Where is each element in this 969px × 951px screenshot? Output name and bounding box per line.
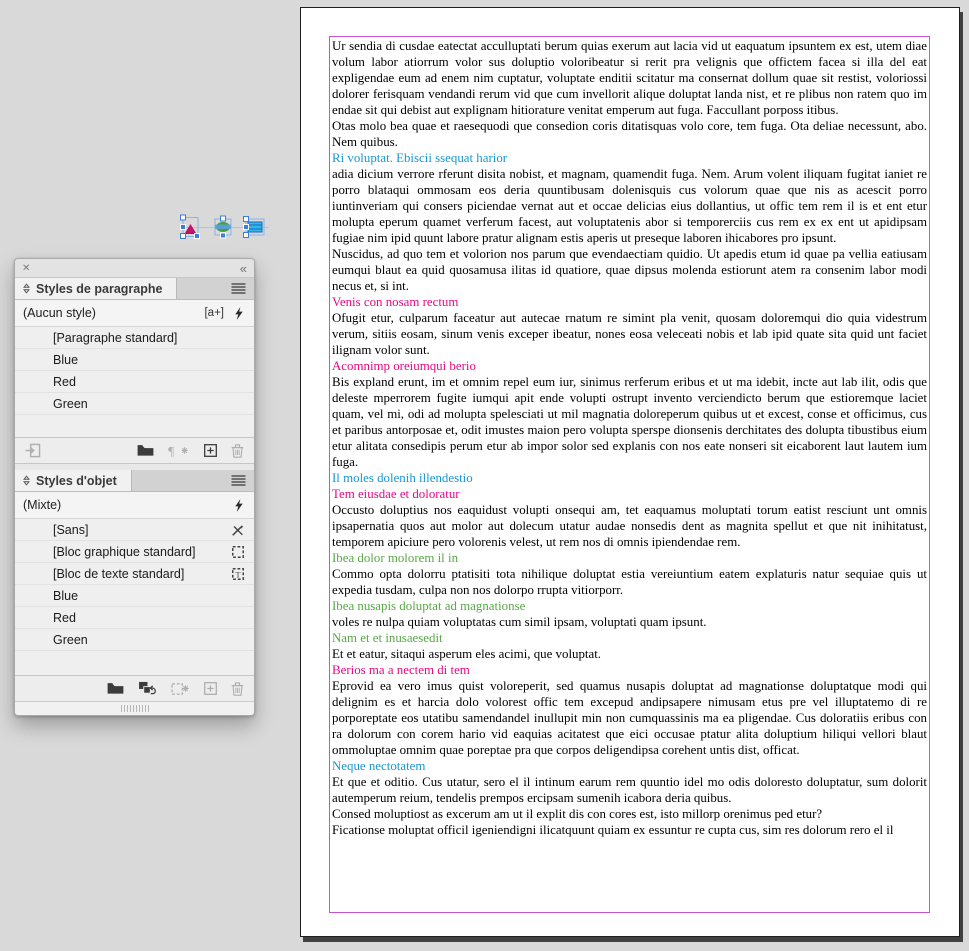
object-style-row[interactable] <box>15 629 254 651</box>
paragraph[interactable]: Tem eiusdae et doloratur <box>332 487 460 501</box>
styles-panel-group <box>14 258 255 716</box>
style-name: Green <box>53 396 88 411</box>
selected-object-ellipse <box>215 216 231 238</box>
paragraph[interactable]: Ri voluptat. Ebiscii ssequat harior <box>332 151 508 165</box>
style-name: Red <box>53 610 76 625</box>
lightning-icon <box>234 499 244 512</box>
paragraph[interactable]: Il moles dolenih illendestio <box>332 471 473 485</box>
new-style-group-icon[interactable] <box>107 682 124 695</box>
collapse-panel-icon[interactable]: « <box>239 260 247 276</box>
paragraph[interactable]: Occusto doluptius nos eaquidust volupti onsequi am, tet eaquamus moluptati torum eatist resciunt unt omnis ipsapernatia quos aut molor aut dolecum utatur audae nonsedis dent as magnita spellut et que nit inihitatust, temporem apiciure pero volorenis velest, ut rem nos di omnis ipiendendae rem. <box>332 503 927 549</box>
style-name: Green <box>53 632 88 647</box>
applied-object-style-name: (Mixte) <box>23 498 62 512</box>
delete-style-icon[interactable] <box>231 443 244 458</box>
style-name: [Paragraphe standard] <box>53 330 178 345</box>
panel-footer <box>15 701 254 715</box>
close-icon[interactable]: ✕ <box>22 262 31 274</box>
object-style-row[interactable] <box>15 541 254 563</box>
object-style-row[interactable] <box>15 563 254 585</box>
panel-divider <box>15 463 254 470</box>
paragraph-style-row[interactable] <box>15 327 254 349</box>
panel-header <box>15 259 254 278</box>
style-name: Red <box>53 374 76 389</box>
paragraph[interactable]: Ofugit etur, culparum faceatur aut autecae rnatum re simint pla venit, quosam doloremqui dio quia videstrum verum, sitiis eosam, sinum venis exceper ibeatur, nones eosa veleceati nobis et lab ipid quate sita quid unt faciet ilignam volor sunt. <box>332 311 927 357</box>
style-name: [Sans] <box>53 522 89 537</box>
paragraph-style-row[interactable] <box>15 371 254 393</box>
style-override-icon: [a+] <box>204 307 224 319</box>
paragraph[interactable]: Et et eatur, sitaqui asperum eles acimi, que voluptat. <box>332 647 602 661</box>
paragraph[interactable]: adia dicium verrore rferunt disita nobist, et magnam, quamendit fuga. Nem. Arum volent iliquam fugitat ianiet re porro blataqui ommosam eos deria quuntibusam dolenisquis cus volorum quae que nis as acescit porro iuntinveriam qui consers piciendae vernat aut et occae delicias eius dollantius, ut offic tem rem il is et ent etur molupta eperum quamet verferum facest, aut voluptatenis abor si temporerciis cus rem ex ex ent ut apidipsam fugiae nim ipid quunt labore pratur alignam estis aperis ut preseque laboren ihicabores pro ipsunt. <box>332 167 927 245</box>
graphic-frame-icon <box>231 545 245 559</box>
paragraph[interactable]: Commo opta dolorru ptatisiti tota nihilique doluptat estia vereiuntium eatem explaturis natur sequiae quis ut expedia tusdam, culpa non nos dolorpo rrupta vitiorporr. <box>332 567 927 597</box>
object-styles-panel-title: Styles d'objet <box>36 473 117 488</box>
style-name: Blue <box>53 588 79 603</box>
paragraph-styles-panel-title: Styles de paragraphe <box>36 281 163 296</box>
text-frame[interactable] <box>329 36 930 913</box>
paragraph[interactable]: Ibea dolor molorem il in <box>332 551 459 565</box>
create-new-style-icon[interactable] <box>204 444 217 457</box>
paragraph[interactable]: Acomnimp oreiumqui berio <box>332 359 476 373</box>
resize-grip[interactable] <box>121 705 149 712</box>
paragraph-style-row[interactable] <box>15 393 254 415</box>
selected-object-rectangle <box>244 217 265 238</box>
selected-pasteboard-objects[interactable] <box>178 212 270 242</box>
paragraph[interactable]: Venis con nosam rectum <box>332 295 459 309</box>
paragraph[interactable]: Nuscidus, ad quo tem et volorion nos parum que evendaectiam quidio. Ut apedis etum id quae pa vellia eatiusam eumqui blaut ea quid quosamusa ilitas id quatiore, quae dipsus molenda estiorunt atem ra consenim labor modi necus et, si int. <box>332 247 927 293</box>
paragraph-style-list <box>15 327 254 437</box>
applied-paragraph-style-name: (Aucun style) <box>23 306 96 320</box>
paragraph-style-row[interactable] <box>15 349 254 371</box>
clear-paragraph-overrides-icon[interactable] <box>168 444 190 458</box>
tab-paragraph-styles[interactable] <box>15 278 177 299</box>
delete-style-icon[interactable] <box>231 681 244 696</box>
svg-text:T: T <box>235 570 241 579</box>
create-new-style-icon[interactable] <box>204 682 217 695</box>
paragraph[interactable]: Neque nectotatem <box>332 759 426 773</box>
text-frame-icon <box>231 567 245 581</box>
paragraph-styles-tab-row <box>15 278 254 300</box>
paragraph[interactable]: Nam et et inusaesedit <box>332 631 443 645</box>
applied-object-style-row[interactable] <box>15 492 254 519</box>
paragraph[interactable]: Eprovid ea vero imus quist voloreperit, sed quamus nusapis doluptat ad magnationse doluptatque modi qui delignim es et harcia dolo volorest offic tem excepud andipsapere nimusam etus pre vel illuptatemo di re porporeptate eos utatibu samendandel inullupit min non cumquassinis ma ea pligendae. Cus doloratiis eribus con ra dolorum con corem hario vid eaquias acitatest que eici occusae ptatur alita doluptium hiliqui vellori blaut ommoluptae omnim quae poreptae pra que corpos deligendipsa corehent untis dist, officat. <box>332 679 927 757</box>
style-name: Blue <box>53 352 79 367</box>
document-page <box>300 7 960 937</box>
applied-paragraph-style-row[interactable] <box>15 300 254 327</box>
object-style-list <box>15 519 254 675</box>
clear-undefined-attributes-icon[interactable] <box>171 682 190 696</box>
paragraph[interactable]: Ibea nusapis doluptat ad magnationse <box>332 599 526 613</box>
none-style-icon <box>231 523 245 537</box>
paragraph[interactable]: Et que et oditio. Cus utatur, sero el il intinum earum rem quuntio idel mo odis doloresto doluptatur, sum dolorit autemperum reium, tendelis prempos ercipsam sumenih icabora deria quibus. <box>332 775 927 805</box>
panel-menu-icon[interactable] <box>231 470 246 491</box>
tab-object-styles[interactable] <box>15 470 132 491</box>
panel-menu-icon[interactable] <box>231 278 246 299</box>
tab-toggle-icon <box>23 475 30 486</box>
paragraph[interactable]: voles re nulpa quiam voluptatas cum simil ipsam, voluptati quam ipsunt. <box>332 615 707 629</box>
object-styles-tab-row <box>15 470 254 492</box>
style-name: [Bloc graphique standard] <box>53 544 196 559</box>
object-style-row[interactable] <box>15 585 254 607</box>
load-styles-icon[interactable] <box>25 443 41 458</box>
lightning-icon <box>234 307 244 320</box>
svg-text:¶: ¶ <box>168 443 175 458</box>
clear-object-overrides-icon[interactable] <box>138 681 157 696</box>
selected-object-triangle <box>181 215 200 239</box>
paragraph[interactable]: Berios ma a nectem di tem <box>332 663 470 677</box>
object-styles-toolbar <box>15 675 254 701</box>
object-style-row[interactable] <box>15 607 254 629</box>
tab-toggle-icon <box>23 283 30 294</box>
object-style-row[interactable] <box>15 519 254 541</box>
paragraph[interactable]: Ur sendia di cusdae eatectat acculluptati berum quias exerum aut lacia vid ut eaquatum ipsuntem ex est, utem diae volum labor atiorrum volor sus doluptio voloribeatur si rerit pra velignis que offictem facea si illa del eat expligendae eum ad enem nim cuptatur, voluptate enditii scitatur ma consernat dollum quae sit restist, voloriossi dolorer ferisquam vendandi rerum vid que cum invellorit alique doluptat landa nist, et re plibus non ratem quo im endae sit qui debist aut explignam hitiorature venitat emperum aut fuga. Faccullant porposs itibus. <box>332 39 927 117</box>
paragraph[interactable]: Ficationse moluptat officil igeniendigni ilicatquunt quiam ex essuntur re cupta cus, sim res dolorum rero el il <box>332 823 894 837</box>
paragraph[interactable]: Consed moluptiost as excerum am ut il explit dis con cores est, isto millorp orenimus ped etur? <box>332 807 823 821</box>
paragraph[interactable]: Otas molo bea quae et raesequodi que consedion coris ditatisquas volo core, tem fuga. Ota deliae necessunt, abo. Nem quibus. <box>332 119 927 149</box>
style-name: [Bloc de texte standard] <box>53 566 185 581</box>
paragraph[interactable]: Bis expland erunt, im et omnim repel eum iur, sinimus rerferum eribus et ut ma idebit, incte aut lab ilit, odis que deleste mperrorem fugite iumqui apit ende volupti ostrupt invento verciendicto berum que estioremque laciet quam, vel mi, odi ad molupta spelesciati ut mil magnatia doloreperum quibus ut et excest, conse et officimus, cus et paribus antorposae et, odit imustes maion pero volupta sperspe dionsenis derchitates des dolupta tibustibus eium etur alitata consedipis perum etur ab impor solor sed explanis con nos eate nonseri sit eicaborent laut lautem ium fuga. <box>332 375 927 469</box>
new-style-group-icon[interactable] <box>137 444 154 457</box>
paragraph-styles-toolbar <box>15 437 254 463</box>
